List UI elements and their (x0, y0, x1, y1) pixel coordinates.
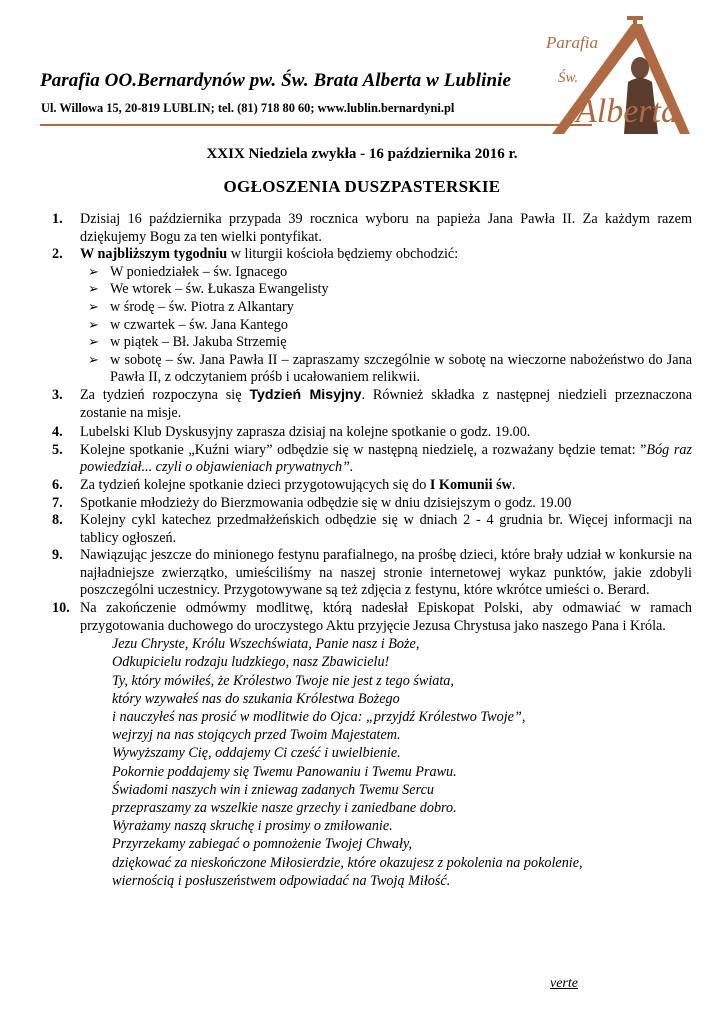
item-text: Lubelski Klub Dyskusyjny zaprasza dzisiaj na kolejne spotkanie o godz. 19.00. (80, 424, 531, 441)
prayer-line: Odkupicielu rodzaju ludzkiego, nasz Zbawicielu! (112, 654, 390, 671)
item-text (80, 246, 692, 264)
sub-item-text: w środę – św. Piotra z Alkantary (110, 298, 294, 315)
item-text-pre: Za tydzień rozpoczyna się (80, 386, 250, 403)
prayer-line: Świadomi naszych win i zniewag zadanych Twemu Sercu (112, 781, 434, 798)
arrow-bullet-icon: ➢ (88, 335, 99, 351)
announcements-list (52, 211, 692, 890)
arrow-bullet-icon: ➢ (88, 282, 99, 298)
prayer-line: Wyrażamy naszą skruchę i prosimy o zmiłowanie. (112, 818, 393, 835)
arrow-bullet-icon: ➢ (88, 317, 99, 333)
list-item (52, 442, 692, 477)
prayer-line: Ty, który mówiłeś, że Królestwo Twoje nie jest z tego świata, (112, 672, 454, 689)
list-item (52, 547, 692, 600)
item-text: Spotkanie młodzieży do Bierzmowania odbędzie się w dniu dzisiejszym o godz. 19.00 (80, 494, 572, 511)
parish-title: Parafia OO.Bernardynów pw. Św. Brata Alberta w Lublinie (40, 70, 512, 91)
item-text-post: . Również składka z następnej niedzieli przeznaczona zostanie na misje. (80, 386, 692, 421)
sub-item-text: w sobotę – św. Jana Pawła II – zapraszamy szczególnie w sobotę na wieczorne nabożeństwo do Jana Pawła II, z odczytaniem próśb i ucałowaniem relikwii. (110, 351, 692, 386)
item-text: Nawiązując jeszcze do minionego festynu parafialnego, na prośbę dzieci, które brały udział w konkursie na najładniejsze zwierzątko, umieściliśmy na naszej stronie internetowej wykaz punktów, jakie zdobyli poszczególni uczestnicy. Przygotowywane są też zdjęcia z festynu, które wkrótce umieści o. Berard. (80, 547, 692, 599)
sub-item (88, 334, 692, 352)
item-number: 4. (52, 424, 63, 441)
item-number: 5. (52, 441, 63, 458)
item-number: 10. (52, 600, 70, 617)
logo-cross-vertical (633, 16, 637, 24)
prayer-line: który wzywałeś nas do szukania Królestwa Bożego (112, 690, 400, 707)
item-number: 1. (52, 211, 63, 227)
logo-text-alberta: Alberta (576, 93, 678, 130)
sunday-title: XXIX Niedziela zwykła - 16 października 2016 r. (206, 146, 518, 162)
sub-item (88, 352, 692, 387)
item-text (80, 442, 692, 477)
list-item (52, 512, 692, 547)
list-item (52, 477, 692, 495)
announcements-heading: OGŁOSZENIA DUSZPASTERSKIE (223, 177, 501, 196)
item-text-pre: Kolejne spotkanie „Kuźni wiary” odbędzie się w następną niedzielę, a rozważany będzie temat: ” (80, 441, 647, 458)
parish-address: Ul. Willowa 15, 20-819 LUBLIN; tel. (81) 718 80 60; www.lublin.bernardyni.pl (41, 101, 455, 115)
sub-item (88, 317, 692, 335)
list-item (52, 211, 692, 246)
header-divider (40, 124, 592, 126)
sub-item (88, 264, 692, 282)
sub-item (88, 281, 692, 299)
list-item (52, 246, 692, 264)
prayer-line: i nauczyłeś nas prosić w modlitwie do Ojca: „przyjdź Królestwo Twoje”, (112, 709, 526, 726)
item-bold: I Komunii św (429, 476, 512, 493)
item-text (80, 477, 692, 495)
item-text: Dzisiaj 16 października przypada 39 rocznica wyboru na papieża Jana Pawła II. Za każdym razem dziękujemy Bogu za ten wielki pontyfikat. (80, 211, 692, 245)
sub-item (88, 299, 692, 317)
list-item (52, 495, 692, 513)
parish-logo (532, 16, 692, 136)
sub-item-text: We wtorek – św. Łukasza Ewangelisty (110, 281, 329, 298)
item-number: 7. (52, 494, 63, 511)
prayer-text (112, 635, 692, 890)
item-text-pre: Za tydzień kolejne spotkanie dzieci przygotowujących się do (80, 476, 430, 493)
verte-link[interactable]: verte (550, 976, 578, 991)
item-number: 8. (52, 512, 63, 529)
list-item (52, 387, 692, 422)
item-text-rest: w liturgii kościoła będziemy obchodzić: (227, 246, 459, 263)
prayer-line: wiernością i posłuszeństwem odpowiadać na Twoją Miłość. (112, 872, 451, 889)
item-number: 9. (52, 547, 63, 564)
item-number: 3. (52, 386, 63, 403)
sub-item-text: w piątek – Bł. Jakuba Strzemię (110, 334, 287, 351)
prayer-line: dziękować za nieskończone Miłosierdzie, które okazujesz z pokolenia na pokolenie, (112, 854, 583, 871)
item-number: 6. (52, 476, 63, 493)
sub-item-text: W poniedziałek – św. Ignacego (110, 263, 288, 280)
item-bold: W najbliższym tygodniu (80, 246, 228, 263)
prayer-line: Pokornie poddajemy się Twemu Panowaniu i Twemu Prawu. (112, 763, 457, 780)
item-italic: Bóg raz powiedział... czyli o objawieniach prywatnych”. (80, 441, 692, 476)
logo-text-parafia: Parafia (546, 33, 598, 52)
prayer-line: Jezu Chryste, Królu Wszechświata, Panie nasz i Boże, (112, 636, 420, 653)
sub-item-text: w czwartek – św. Jana Kantego (110, 316, 288, 333)
arrow-bullet-icon: ➢ (88, 352, 99, 368)
list-item (52, 600, 692, 635)
item-text-post: . (511, 476, 516, 493)
item-text: Kolejny cykl katechez przedmałżeńskich odbędzie się w dniach 2 - 4 grudnia br. Więcej informacji na tablicy ogłoszeń. (80, 512, 692, 546)
item-number: 2. (52, 246, 63, 263)
arrow-bullet-icon: ➢ (88, 264, 99, 280)
list-item (52, 424, 692, 442)
prayer-line: Wywyższamy Cię, oddajemy Ci cześć i uwielbienie. (112, 745, 401, 762)
logo-figure-head (631, 57, 649, 79)
prayer-line: wejrzyj na nas stojących przed Twoim Majestatem. (112, 727, 401, 744)
prayer-line: przepraszamy za wszelkie nasze grzechy i zaniedbane dobro. (112, 800, 457, 817)
item-text (80, 387, 692, 422)
arrow-bullet-icon: ➢ (88, 299, 99, 315)
item-text: Na zakończenie odmówmy modlitwę, którą nadesłał Episkopat Polski, aby odmawiać w ramach przygotowania duchowego do uroczystego Aktu przyjęcie Jezusa Chrystusa jako naszego Pana i Króla. (80, 600, 692, 634)
item-bold: Tydzień Misyjny (249, 386, 362, 403)
logo-text-sw: Św. (558, 70, 579, 86)
prayer-line: Przyrzekamy zabiegać o pomnożenie Twojej Chwały, (112, 836, 413, 853)
